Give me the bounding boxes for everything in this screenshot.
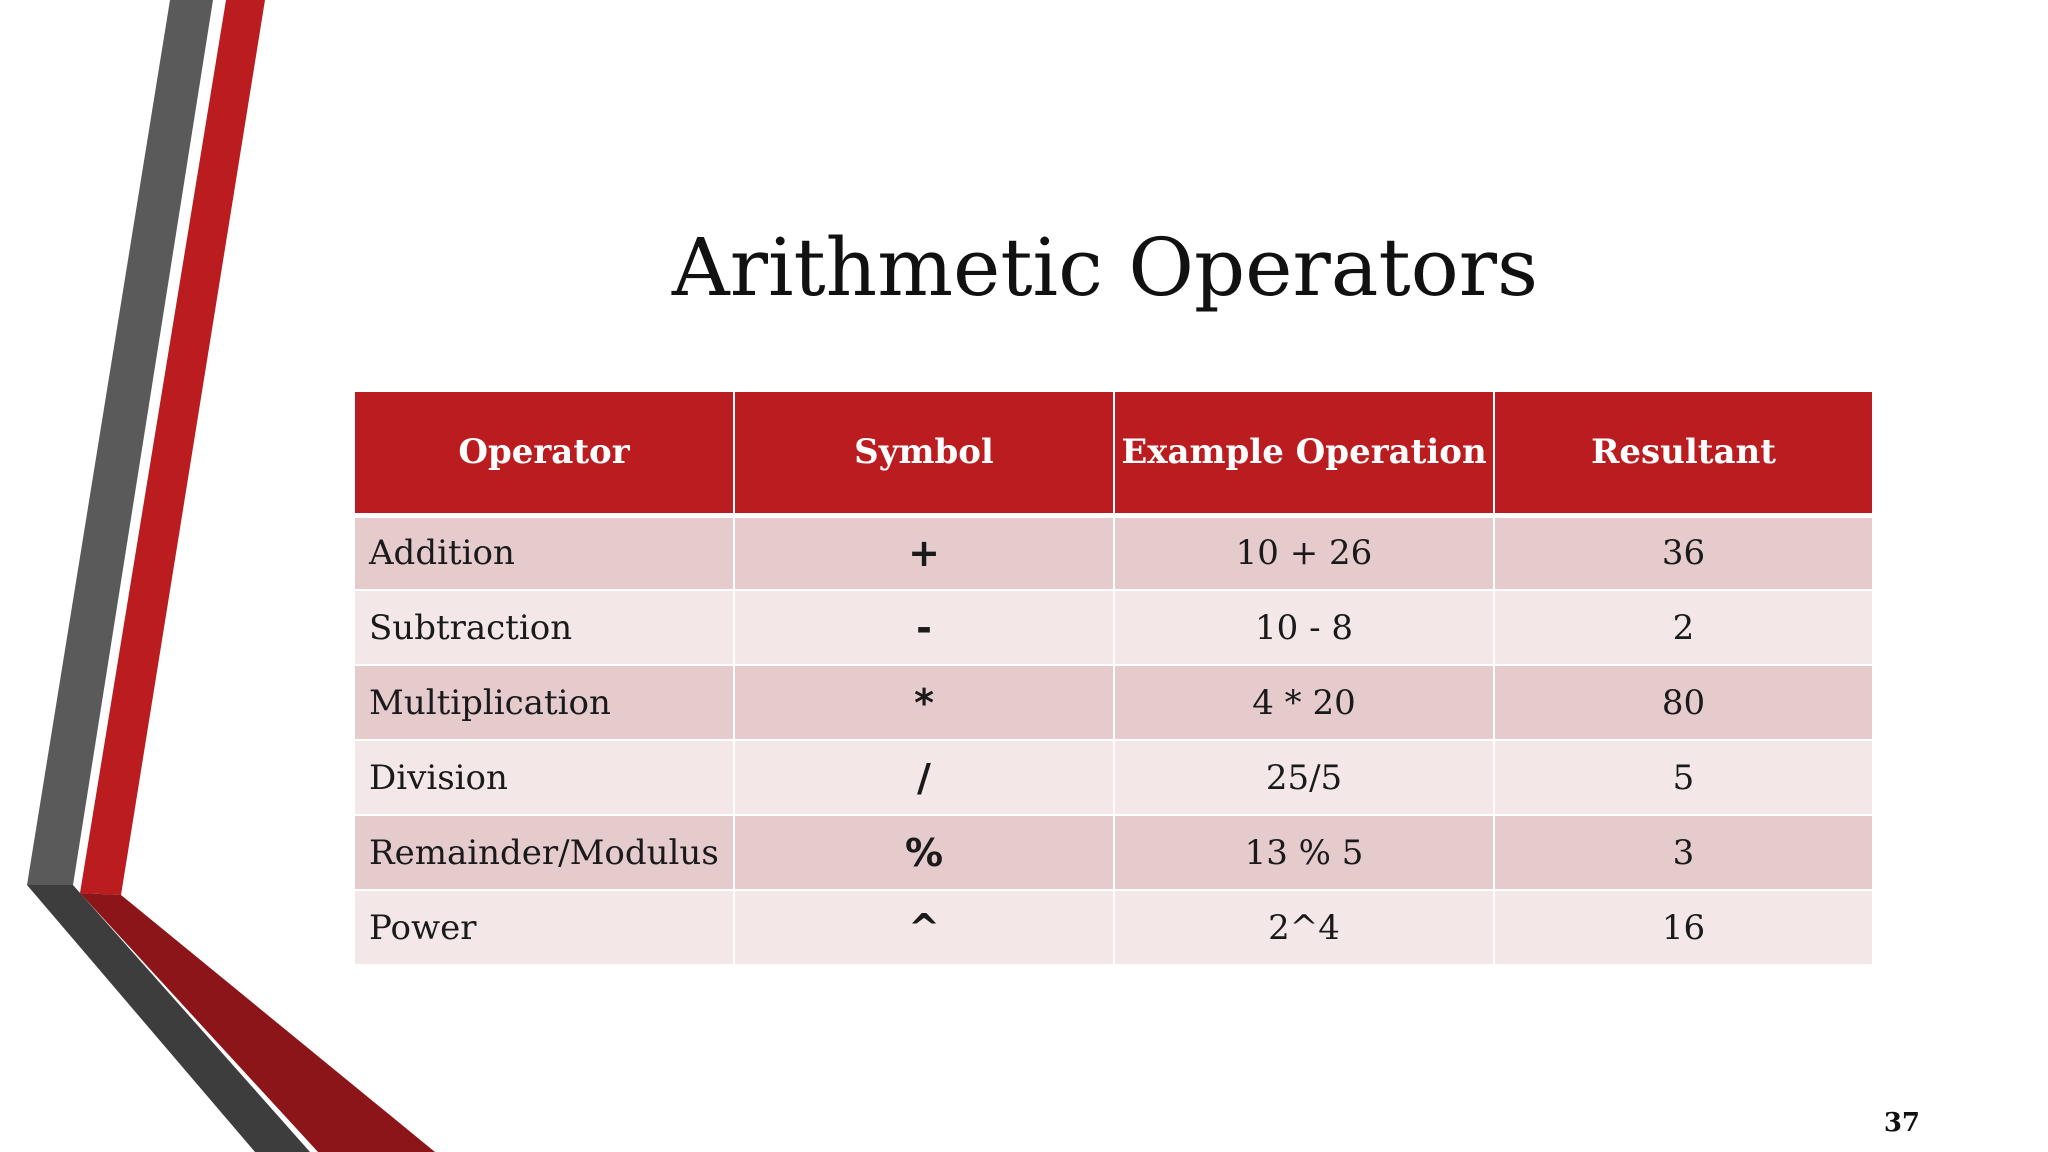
table-row [354, 665, 1873, 740]
header-resultant: Resultant [1494, 391, 1873, 515]
symbol-cell: % [734, 815, 1114, 890]
symbol-cell: * [734, 665, 1114, 740]
header-symbol: Symbol [734, 391, 1114, 515]
result-cell: 5 [1494, 740, 1873, 815]
operator-cell: Division [354, 740, 734, 815]
symbol-cell: / [734, 740, 1114, 815]
table-row [354, 815, 1873, 890]
operator-cell: Multiplication [354, 665, 734, 740]
example-cell: 25/5 [1114, 740, 1494, 815]
operators-table [353, 390, 1874, 966]
operator-cell: Addition [354, 515, 734, 590]
header-operator: Operator [354, 391, 734, 515]
operator-cell: Remainder/Modulus [354, 815, 734, 890]
table-row [354, 515, 1873, 590]
result-cell: 80 [1494, 665, 1873, 740]
table-row [354, 740, 1873, 815]
header-example-operation: Example Operation [1114, 391, 1494, 515]
table-row [354, 890, 1873, 965]
result-cell: 2 [1494, 590, 1873, 665]
example-cell: 10 + 26 [1114, 515, 1494, 590]
example-cell: 2^4 [1114, 890, 1494, 965]
table-row [354, 590, 1873, 665]
operator-cell: Power [354, 890, 734, 965]
operator-cell: Subtraction [354, 590, 734, 665]
example-cell: 4 * 20 [1114, 665, 1494, 740]
symbol-cell: ^ [734, 890, 1114, 965]
symbol-cell: - [734, 590, 1114, 665]
page-number: 37 [1883, 1108, 1920, 1138]
result-cell: 36 [1494, 515, 1873, 590]
symbol-cell: + [734, 515, 1114, 590]
result-cell: 3 [1494, 815, 1873, 890]
table-header-row [354, 391, 1873, 515]
result-cell: 16 [1494, 890, 1873, 965]
slide-title: Arithmetic Operators [671, 221, 1539, 314]
example-cell: 10 - 8 [1114, 590, 1494, 665]
example-cell: 13 % 5 [1114, 815, 1494, 890]
